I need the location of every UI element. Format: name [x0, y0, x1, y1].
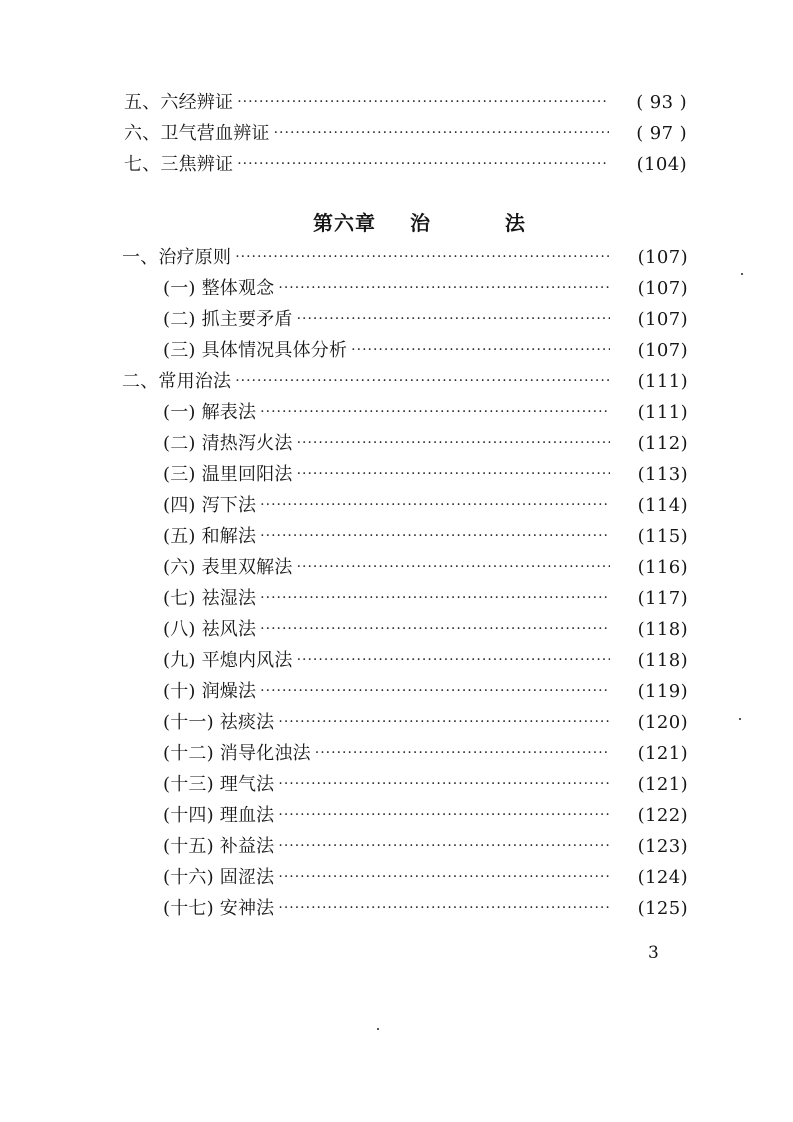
toc-section-entry	[122, 373, 688, 391]
toc-entry-title: (六) 表里双解法	[163, 557, 293, 578]
toc-section-entry	[122, 249, 688, 267]
toc-subentry	[163, 869, 688, 887]
toc-subentry	[163, 466, 688, 484]
toc-entry	[124, 94, 687, 112]
toc-entry-title: (四) 泻下法	[163, 495, 257, 516]
toc-entry-title: (十五) 补益法	[163, 836, 275, 857]
dot-leader	[297, 436, 610, 450]
toc-entry-title: (十一) 祛痰法	[163, 712, 275, 733]
toc-entry-page: (121)	[637, 743, 688, 764]
toc-entry-page: (119)	[637, 681, 688, 702]
dot-leader	[278, 777, 610, 791]
toc-subentry	[163, 590, 688, 608]
toc-subentry	[163, 745, 688, 763]
toc-entry-page: (111)	[637, 402, 688, 423]
toc-entry-title: 六、卫气营血辨证	[124, 123, 270, 144]
toc-entry-page: (107)	[637, 309, 688, 330]
scan-speck	[741, 273, 743, 275]
toc-entry-title: (十二) 消导化浊法	[163, 743, 311, 764]
toc-entry-title: (十六) 固涩法	[163, 867, 275, 888]
dot-leader	[260, 405, 610, 419]
toc-subentry	[163, 621, 688, 639]
dot-leader	[278, 870, 610, 884]
chapter-title: 治 法	[409, 211, 559, 235]
toc-subentry	[163, 435, 688, 453]
dot-leader	[278, 715, 610, 729]
toc-entry-page: (107)	[637, 247, 688, 268]
toc-entry-title: (一) 解表法	[163, 402, 257, 423]
toc-entry-title: (五) 和解法	[163, 526, 257, 547]
toc-entry-page: (104)	[636, 154, 687, 175]
toc-subentry	[163, 404, 688, 422]
toc-subentry	[163, 497, 688, 515]
dot-leader	[260, 591, 610, 605]
toc-entry-page: (121)	[637, 774, 688, 795]
toc-entry-title: (二) 清热泻火法	[163, 433, 293, 454]
dot-leader	[237, 95, 609, 109]
toc-entry-page: (120)	[637, 712, 688, 733]
toc-entry-title: 二、常用治法	[122, 371, 232, 392]
dot-leader	[297, 467, 610, 481]
toc-entry-page: (123)	[637, 836, 688, 857]
dot-leader	[278, 281, 610, 295]
toc-entry-page: (117)	[637, 588, 688, 609]
chapter-label: 第六章	[313, 211, 376, 235]
dot-leader	[297, 560, 610, 574]
toc-entry-title: (一) 整体观念	[163, 278, 275, 299]
scan-speck	[377, 1028, 379, 1030]
toc-entry-title: (二) 抓主要矛盾	[163, 309, 293, 330]
toc-entry-page: (116)	[637, 557, 688, 578]
toc-subentry	[163, 714, 688, 732]
toc-entry-page: (107)	[637, 278, 688, 299]
toc-subentry	[163, 900, 688, 918]
toc-entry-page: (118)	[637, 650, 688, 671]
toc-entry-title: (十) 润燥法	[163, 681, 257, 702]
toc-entry-title: (三) 温里回阳法	[163, 464, 293, 485]
dot-leader	[278, 839, 610, 853]
toc-entry-page: ( 93 )	[636, 92, 687, 113]
toc-entry-title: 五、六经辨证	[124, 92, 234, 113]
toc-subentry	[163, 776, 688, 794]
toc-entry-page: (118)	[637, 619, 688, 640]
toc-entry-title: (九) 平熄内风法	[163, 650, 293, 671]
toc-entry	[124, 125, 687, 143]
dot-leader	[235, 250, 610, 264]
chapter-heading	[313, 207, 559, 236]
toc-subentry	[163, 342, 688, 360]
dot-leader	[237, 157, 609, 171]
toc-entry-page: ( 97 )	[636, 123, 687, 144]
toc-entry-title: 一、治疗原则	[122, 247, 232, 268]
toc-subentry	[163, 652, 688, 670]
page-number: 3	[648, 943, 659, 963]
dot-leader	[351, 343, 610, 357]
toc-entry-title: (八) 祛风法	[163, 619, 257, 640]
toc-subentry	[163, 807, 688, 825]
toc-entry-page: (115)	[637, 526, 688, 547]
toc-entry-title: 七、三焦辨证	[124, 154, 234, 175]
toc-entry-title: (十四) 理血法	[163, 805, 275, 826]
toc-subentry	[163, 838, 688, 856]
dot-leader	[260, 529, 610, 543]
toc-subentry	[163, 280, 688, 298]
dot-leader	[315, 746, 610, 760]
toc-entry-page: (125)	[637, 898, 688, 919]
toc-entry-page: (124)	[637, 867, 688, 888]
dot-leader	[278, 808, 610, 822]
dot-leader	[297, 312, 610, 326]
toc-entry-page: (113)	[637, 464, 688, 485]
scan-speck	[739, 718, 741, 720]
toc-entry-title: (三) 具体情况具体分析	[163, 340, 348, 361]
toc-entry-page: (114)	[637, 495, 688, 516]
dot-leader	[235, 374, 610, 388]
toc-entry-page: (107)	[637, 340, 688, 361]
toc-entry-title: (十七) 安神法	[163, 898, 275, 919]
dot-leader	[260, 684, 610, 698]
dot-leader	[274, 126, 609, 140]
toc-entry-page: (111)	[637, 371, 688, 392]
dot-leader	[260, 498, 610, 512]
dot-leader	[297, 653, 610, 667]
dot-leader	[260, 622, 610, 636]
toc-entry-page: (122)	[637, 805, 688, 826]
toc-subentry	[163, 559, 688, 577]
toc-entry-title: (十三) 理气法	[163, 774, 275, 795]
toc-subentry	[163, 528, 688, 546]
dot-leader	[278, 901, 610, 915]
toc-subentry	[163, 311, 688, 329]
toc-entry	[124, 156, 687, 174]
toc-entry-title: (七) 祛湿法	[163, 588, 257, 609]
toc-subentry	[163, 683, 688, 701]
toc-entry-page: (112)	[637, 433, 688, 454]
